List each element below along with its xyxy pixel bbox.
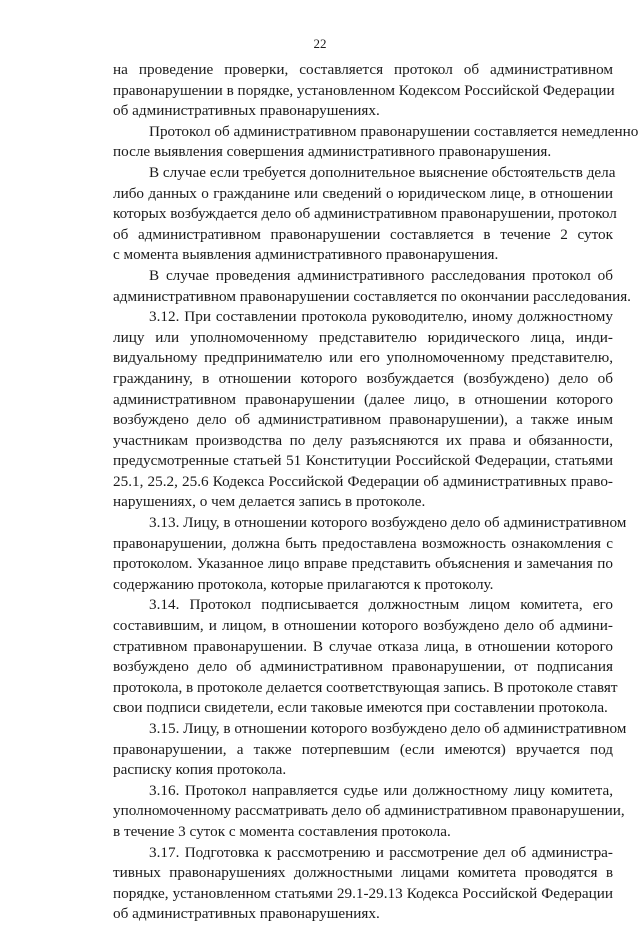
text-line: порядке, установленном статьями 29.1-29.13 Кодекса Российской Федерации — [113, 884, 613, 902]
text-line: 3.16. Протокол направляется судье или должностному лицу комитета, — [149, 781, 613, 799]
text-line: с момента выявления административного правонарушения. — [113, 246, 499, 264]
paragraph — [113, 781, 625, 843]
text-line: содержанию протокола, которые прилагаются к протоколу. — [113, 575, 494, 593]
text-line: гражданину, в отношении которого возбуждается (возбуждено) дело об — [113, 369, 613, 387]
paragraph — [113, 60, 613, 122]
text-line: участникам производства по делу разъясняются их права и обязанности, — [113, 431, 613, 449]
text-line: 25.1, 25.2, 25.6 Кодекса Российской Федерации об административных право- — [113, 472, 613, 490]
text-line: уполномоченному рассматривать дело об административном правонарушении, — [113, 802, 625, 820]
paragraph — [113, 719, 627, 781]
paragraph — [113, 122, 639, 163]
text-line: либо данных о гражданине или сведений о юридическом лице, в отношении — [113, 184, 613, 202]
paragraph — [113, 843, 613, 925]
text-line: предусмотренные статьей 51 Конституции Российской Федерации, статьями — [113, 452, 613, 470]
text-line: правонарушении, должна быть предоставлена возможность ознакомления с — [113, 534, 613, 552]
paragraph — [113, 266, 631, 307]
text-line: об административных правонарушениях. — [113, 905, 380, 923]
text-line: лицу или уполномоченному представителю юридического лица, инди- — [113, 328, 613, 346]
text-line: Протокол об административном правонарушении составляется немедленно — [149, 122, 639, 140]
page-number: 22 — [313, 36, 327, 51]
text-line: тивных правонарушениях должностными лицами комитета проводятся в — [113, 864, 613, 882]
text-line: составившим, и лицом, в отношении которого возбуждено дело об админи- — [113, 617, 613, 635]
text-line: возбуждено дело об административном правонарушении), а также иным — [113, 411, 613, 429]
text-line: свои подписи свидетели, если таковые имеются при составлении протокола. — [113, 699, 608, 717]
paragraph — [113, 163, 617, 266]
text-line: которых возбуждается дело об административном правонарушении, протокол — [113, 205, 617, 223]
text-line: 3.15. Лицу, в отношении которого возбуждено дело об административном — [149, 720, 627, 737]
paragraph — [113, 513, 627, 595]
text-line: 3.14. Протокол подписывается должностным лицом комитета, его — [149, 596, 613, 614]
text-line: административном правонарушении составляется по окончании расследования. — [113, 287, 631, 305]
text-line: стративном правонарушении. В случае отказа лица, в отношении которого — [113, 637, 613, 655]
text-line: В случае проведения административного расследования протокол об — [149, 266, 613, 284]
text-line: расписку копия протокола. — [113, 761, 287, 779]
text-line: В случае если требуется дополнительное выяснение обстоятельств дела — [149, 163, 616, 181]
paragraph — [113, 307, 613, 513]
text-line: 3.12. При составлении протокола руководителю, иному должностному — [149, 308, 613, 326]
text-line: протокола, в протоколе делается соответствующая запись. В протоколе ставят — [113, 678, 618, 696]
text-line: об административных правонарушениях. — [113, 102, 380, 120]
text-line: 3.13. Лицу, в отношении которого возбуждено дело об административном — [149, 514, 627, 532]
text-line: видуальному предпринимателю или его уполномоченному представителю, — [113, 349, 613, 367]
text-line: после выявления совершения административного правонарушения. — [113, 143, 552, 161]
paragraph — [113, 595, 618, 719]
text-line: об административном правонарушении составляется в течение 2 суток — [113, 225, 613, 243]
text-line: правонарушении в порядке, установленном Кодексом Российской Федерации — [113, 81, 615, 99]
text-line: 3.17. Подготовка к рассмотрению и рассмотрение дел об администра- — [149, 843, 613, 861]
text-line: на проведение проверки, составляется протокол об административном — [113, 61, 613, 78]
text-line: нарушениях, о чем делается запись в протоколе. — [113, 493, 426, 511]
text-line: административном правонарушении (далее лицо, в отношении которого — [113, 390, 613, 408]
text-line: правонарушении, а также потерпевшим (если имеются) вручается под — [113, 740, 613, 758]
text-line: возбуждено дело об административном правонарушении, от подписания — [113, 658, 613, 676]
document-body — [113, 60, 639, 925]
text-line: протоколом. Указанное лицо вправе представить объяснения и замечания по — [113, 555, 613, 573]
text-line: в течение 3 суток с момента составления протокола. — [113, 822, 451, 840]
